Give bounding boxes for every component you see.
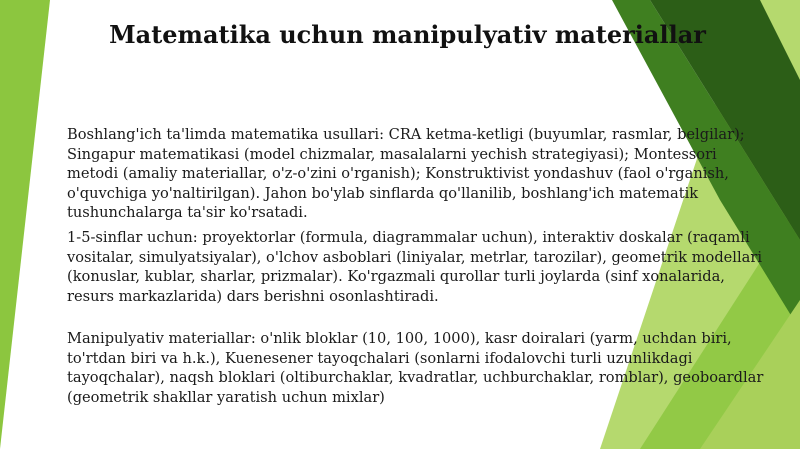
slide-title: Matematika uchun manipulyativ materiallar [109, 20, 706, 49]
left-green-shape [0, 0, 50, 449]
paragraph-manipulatives: Manipulyativ materiallar: o'nlik bloklar (10, 100, 1000), kasr doiralari (yarm, uchdan biri, to'rtdan biri va h.k.), Kuenesener tayoqchalari (sonlarni ifodalovchi turli uzunlikdagi tayoqchalar), naqsh bloklari (oltiburchaklar, kvadratlar, uchburchaklar, romblar), geoboardlar (geometrik shakllar yaratish uchun mixlar) [67, 330, 764, 406]
paragraph-grade-tools: 1-5-sinflar uchun: proyektorlar (formula, diagrammalar uchun), interaktiv doskalar (raqamli vositalar, simulyatsiyalar), o'lchov asboblari (liniyalar, metrlar, tarozilar), geometrik modellari (konuslar, kublar, sharlar, prizmalar). Ko'rgazmali qurollar turli joylarda (sinf xonalarida, resurs markazlarida) dars berishni osonlashtiradi. [67, 229, 762, 305]
paragraph-teaching-methods: Boshlang'ich ta'limda matematika usullari: CRA ketma-ketligi (buyumlar, rasmlar, belgilar); Singapur matematikasi (model chizmalar, masalalarni yechish strategiyasi); Montessori metodi (amaliy materiallar, o'z-o'zini o'rganish); Konstruktivist yondashuv (faol o'rganish, o'quvchiga yo'naltirilgan). Jahon bo'ylab sinflarda qo'llanilib, boshlang'ich matematik tushunchalarga ta'sir ko'rsatadi. [67, 126, 745, 221]
